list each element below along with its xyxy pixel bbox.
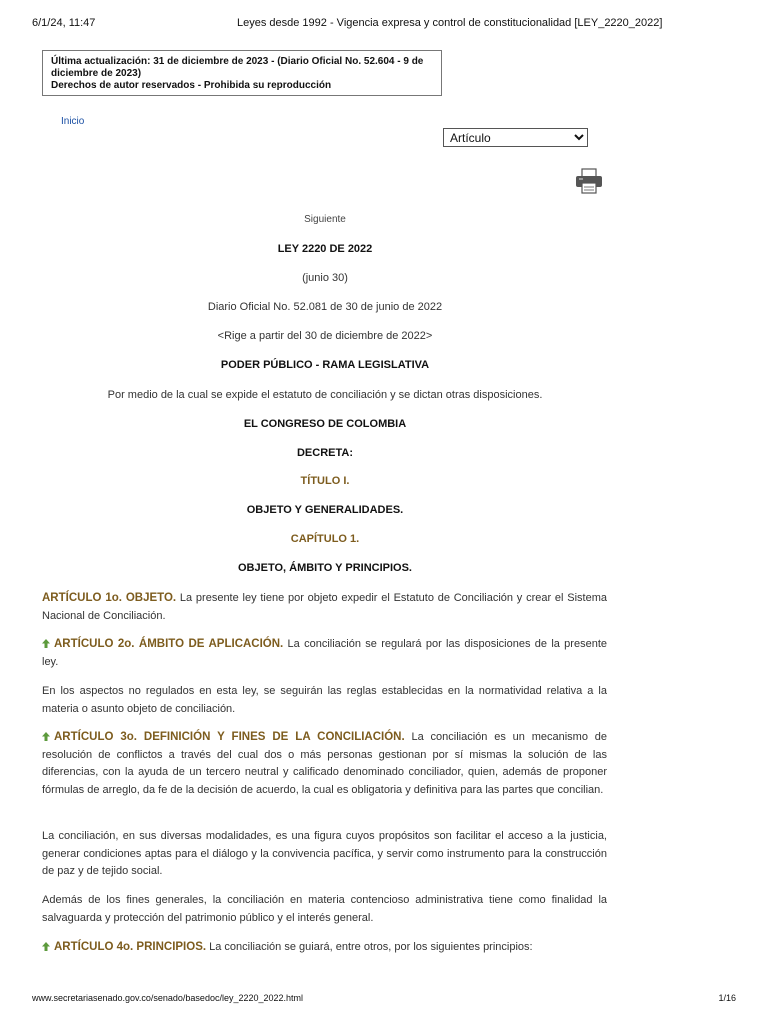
article-4-text: La conciliación se guiará, entre otros, por los siguientes principios: xyxy=(206,941,533,953)
law-date: (junio 30) xyxy=(302,272,348,284)
print-url: www.secretariasenado.gov.co/senado/basedoc/ley_2220_2022.html xyxy=(32,993,304,1003)
print-page-number: 1/16 xyxy=(718,993,736,1003)
law-name: LEY 2220 DE 2022 xyxy=(277,243,373,255)
article-2 xyxy=(42,636,607,671)
article-1 xyxy=(42,590,607,625)
article-3-paragraph-3: Además de los fines generales, la conciliación en materia contencioso administrativa tiene como finalidad la salvaguarda y protección del patrimonio público y el interés general. xyxy=(42,894,607,924)
up-arrow-icon[interactable] xyxy=(42,732,50,741)
copyright-text: Derechos de autor reservados - Prohibida su reproducción xyxy=(51,80,332,91)
last-update-text: Última actualización: 31 de diciembre de 2023 - (Diario Oficial No. 52.604 - 9 de diciembre de 2023) xyxy=(51,56,424,79)
update-notice-box xyxy=(42,50,442,96)
article-select-wrapper xyxy=(443,128,588,147)
print-icon[interactable] xyxy=(575,168,603,194)
article-1-heading: ARTÍCULO 1o. OBJETO. xyxy=(42,592,177,604)
article-2-text: La conciliación se regulará por las disposiciones de la presente ley. xyxy=(42,638,607,668)
article-select[interactable] xyxy=(443,128,588,147)
article-4 xyxy=(42,939,607,957)
article-3-paragraph-2: La conciliación, en sus diversas modalidades, es una figura cuyos propósitos son facilitar el acceso a la justicia, generar condiciones aptas para el diálogo y la convivencia pacífica, y servir como instrumento para la construcción de paz y de tejido social. xyxy=(42,830,607,877)
article-2-paragraph-2: En los aspectos no regulados en esta ley, se seguirán las reglas establecidas en la normatividad relativa a la materia o asunto objeto de conciliación. xyxy=(42,685,607,715)
print-date: 6/1/24, 11:47 xyxy=(32,17,96,29)
inicio-link[interactable]: Inicio xyxy=(61,116,85,127)
titulo-heading: TÍTULO I. xyxy=(300,475,350,487)
up-arrow-icon[interactable] xyxy=(42,639,50,648)
article-2-heading: ARTÍCULO 2o. ÁMBITO DE APLICACIÓN. xyxy=(54,638,284,650)
print-page-title: Leyes desde 1992 - Vigencia expresa y control de constitucionalidad [LEY_2220_2022] xyxy=(237,17,663,29)
article-3-heading: ARTÍCULO 3o. DEFINICIÓN Y FINES DE LA CONCILIACIÓN. xyxy=(54,731,405,743)
article-1-text: La presente ley tiene por objeto expedir el Estatuto de Conciliación y crear el Sistema Nacional de Conciliación. xyxy=(42,592,607,622)
up-arrow-icon[interactable] xyxy=(42,942,50,951)
article-3-text: La conciliación es un mecanismo de resolución de conflictos a través del cual dos o más personas gestionan por sí mismas la solución de las diferencias, con la ayuda de un tercero neutral y calificado denominado conciliador, quien, además de proponer fórmulas de arreglo, da fe de la decisión de acuerdo, la cual es obligatoria y definitiva para las partes que concilian. xyxy=(42,731,608,796)
law-effective-date: <Rige a partir del 30 de diciembre de 2022> xyxy=(217,330,433,342)
capitulo-name: OBJETO, ÁMBITO Y PRINCIPIOS. xyxy=(237,562,412,574)
decreta-heading: DECRETA: xyxy=(296,447,353,459)
congreso-heading: EL CONGRESO DE COLOMBIA xyxy=(243,418,407,430)
siguiente-link[interactable]: Siguiente xyxy=(304,214,346,225)
article-3 xyxy=(42,729,607,799)
capitulo-heading: CAPÍTULO 1. xyxy=(290,533,360,545)
titulo-name: OBJETO Y GENERALIDADES. xyxy=(246,504,404,516)
law-subject: Por medio de la cual se expide el estatuto de conciliación y se dictan otras disposiciones. xyxy=(107,389,543,401)
poder-publico-heading: PODER PÚBLICO - RAMA LEGISLATIVA xyxy=(220,359,430,371)
law-diario-oficial: Diario Oficial No. 52.081 de 30 de junio de 2022 xyxy=(207,301,443,313)
article-4-heading: ARTÍCULO 4o. PRINCIPIOS. xyxy=(54,941,207,953)
